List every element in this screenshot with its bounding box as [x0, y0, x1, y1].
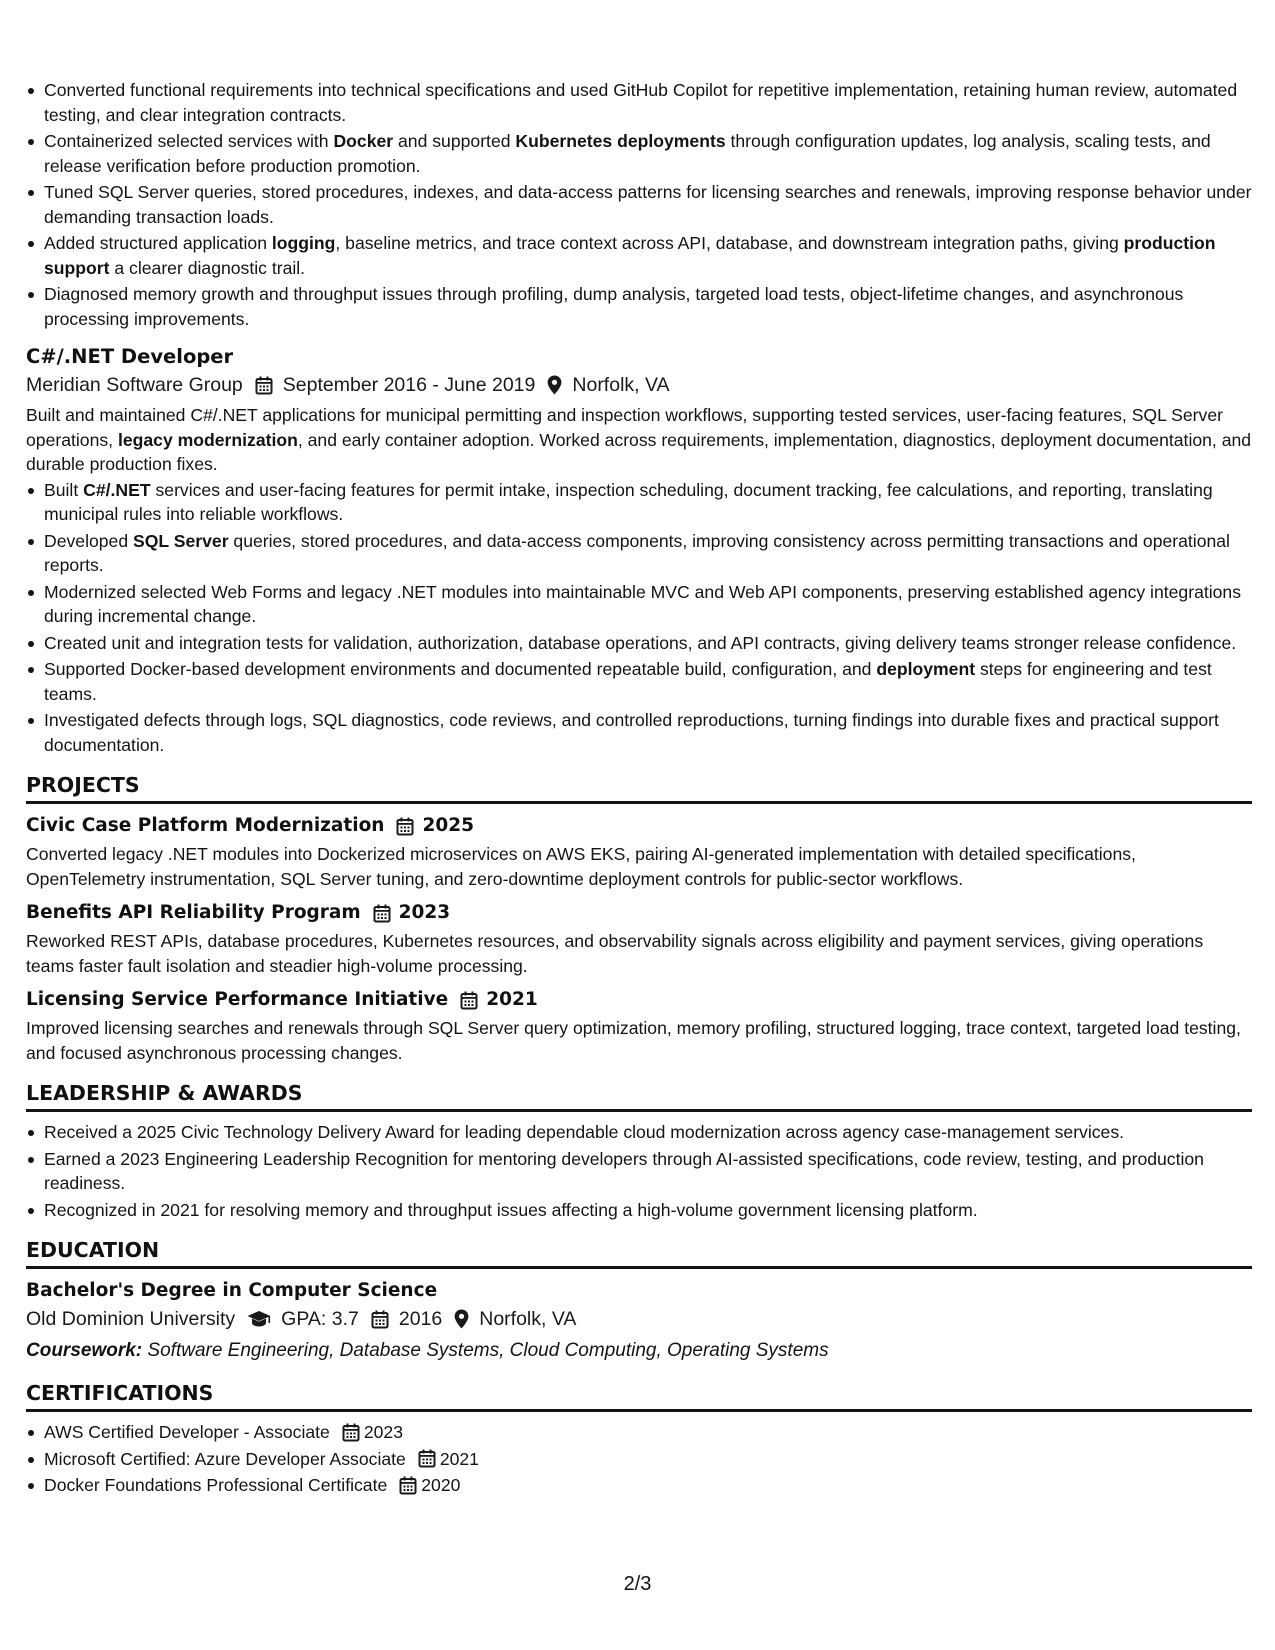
- company-name: Meridian Software Group: [26, 374, 243, 396]
- text-segment: steps for engineering and test teams.: [44, 659, 1212, 704]
- job-location: Norfolk, VA: [572, 374, 670, 396]
- job-entry: [26, 343, 1252, 757]
- certification-item: [26, 1447, 1252, 1472]
- leadership-heading: LEADERSHIP & AWARDS: [26, 1079, 1252, 1112]
- project-title: Licensing Service Performance Initiative: [26, 989, 449, 1010]
- project-year: 2023: [398, 902, 451, 923]
- bold-keyword: Docker: [333, 131, 394, 151]
- project-title: Civic Case Platform Modernization: [26, 815, 385, 836]
- text-segment: Converted functional requirements into technical specifications and used GitHub Copilot for repetitive implementation, retaining human review, automated testing, and clear integration contracts.: [44, 80, 1238, 125]
- graduation-cap-icon: [247, 1310, 271, 1328]
- text-segment: services and user-facing features for permit intake, inspection scheduling, document tracking, fee calculations, and reporting, translating municipal rules into reliable workflows.: [44, 479, 1213, 524]
- calendar-icon: [373, 904, 391, 923]
- coursework-list: Software Engineering, Database Systems, Cloud Computing, Operating Systems: [147, 1340, 829, 1361]
- project-year: 2021: [486, 989, 538, 1010]
- text-segment: Added structured application: [44, 233, 272, 253]
- education-heading: EDUCATION: [26, 1236, 1252, 1269]
- coursework-label: Coursework:: [26, 1340, 143, 1361]
- text-segment: through configuration updates, log analysis, scaling tests, and release verification before production promotion.: [44, 131, 1211, 176]
- calendar-icon: [399, 1476, 417, 1495]
- job-summary: [26, 403, 1252, 477]
- text-segment: Built and maintained C#/.NET applications for municipal permitting and inspection workflows, supporting tested services, user-facing features, SQL Server operations,: [26, 405, 1223, 450]
- text-segment: , baseline metrics, and trace context across API, database, and downstream integration paths, giving: [335, 233, 1124, 253]
- text-segment: , and early container adoption. Worked across requirements, implementation, diagnostics, deployment documentation, and durable production fixes.: [26, 429, 1252, 474]
- certification-name: Microsoft Certified: Azure Developer Associate: [44, 1448, 406, 1469]
- project-entry: [26, 986, 1252, 1065]
- bullet-item: [26, 708, 1252, 757]
- text-segment: Created unit and integration tests for validation, authorization, database operations, and API contracts, giving delivery teams stronger release confidence.: [44, 632, 1237, 653]
- bullet-item: [26, 631, 1252, 656]
- project-description: Improved licensing searches and renewals through SQL Server query optimization, memory profiling, structured logging, trace context, targeted load testing, and focused asynchronous processing changes.: [26, 1018, 1241, 1063]
- text-segment: and supported: [393, 131, 516, 151]
- job-bullets: [26, 478, 1252, 758]
- project-header: [26, 812, 1252, 840]
- text-segment: Investigated defects through logs, SQL diagnostics, code reviews, and controlled reproductions, turning findings into durable fixes and practical support documentation.: [44, 710, 1219, 755]
- calendar-icon: [255, 376, 273, 395]
- project-entry: [26, 812, 1252, 891]
- certifications-list: [26, 1420, 1252, 1498]
- projects-heading: PROJECTS: [26, 771, 1252, 804]
- gpa: GPA: 3.7: [281, 1308, 359, 1330]
- award-item: Received a 2025 Civic Technology Delivery Award for leading dependable cloud modernization across agency case-management services.: [26, 1120, 1252, 1145]
- map-pin-icon: [547, 375, 562, 395]
- project-header: [26, 899, 1252, 927]
- graduation-year: 2016: [398, 1308, 443, 1330]
- project-description: Reworked REST APIs, database procedures, Kubernetes resources, and observability signals across eligibility and payment services, giving operations teams faster fault isolation and steadier high-volume processing.: [26, 931, 1204, 976]
- bold-keyword: Kubernetes deployments: [515, 131, 726, 151]
- bold-keyword: SQL Server: [133, 530, 229, 551]
- bold-keyword: deployment: [876, 659, 976, 679]
- certifications-heading: CERTIFICATIONS: [26, 1379, 1252, 1412]
- project-title: Benefits API Reliability Program: [26, 902, 361, 923]
- school-location: Norfolk, VA: [479, 1308, 577, 1330]
- experience-continued-bullets: [26, 78, 1252, 331]
- job-dates: September 2016 - June 2019: [282, 374, 536, 396]
- bold-keyword: production support: [44, 233, 1216, 278]
- bullet-item: [26, 478, 1252, 527]
- text-segment: Containerized selected services with: [44, 131, 334, 151]
- award-item: Earned a 2023 Engineering Leadership Recognition for mentoring developers through AI-assisted specifications, code review, testing, and production readiness.: [26, 1147, 1252, 1196]
- calendar-icon: [342, 1423, 360, 1442]
- job-meta: [26, 371, 1252, 399]
- certification-name: AWS Certified Developer - Associate: [44, 1422, 330, 1442]
- bullet-item: [26, 580, 1252, 629]
- text-segment: Modernized selected Web Forms and legacy .NET modules into maintainable MVC and Web API components, preserving established agency integrations during incremental change.: [44, 581, 1242, 626]
- certification-item: [26, 1473, 1252, 1498]
- calendar-icon: [418, 1449, 436, 1468]
- degree-title: Bachelor's Degree in Computer Science: [26, 1280, 438, 1301]
- bullet-item: [26, 231, 1252, 280]
- text-segment: Built: [44, 479, 84, 500]
- certification-item: [26, 1420, 1252, 1445]
- school-name: Old Dominion University: [26, 1308, 236, 1330]
- leadership-list: [26, 1120, 1252, 1222]
- certification-name: Docker Foundations Professional Certificate: [44, 1475, 388, 1495]
- text-segment: Developed: [44, 530, 134, 551]
- text-segment: Diagnosed memory growth and throughput issues through profiling, dump analysis, targeted load tests, object-lifetime changes, and asynchronous processing improvements.: [44, 284, 1184, 329]
- text-segment: a clearer diagnostic trail.: [109, 257, 306, 278]
- calendar-icon: [460, 991, 478, 1010]
- bullet-item: [26, 180, 1252, 229]
- bullet-item: [26, 282, 1252, 331]
- map-pin-icon: [454, 1309, 469, 1329]
- projects-list: [26, 812, 1252, 1065]
- bullet-item: [26, 529, 1252, 578]
- bold-keyword: logging: [271, 233, 336, 253]
- text-segment: queries, stored procedures, and data-access components, improving consistency across permitting transactions and operational reports.: [44, 530, 1230, 575]
- bullet-item: [26, 129, 1252, 178]
- project-year: 2025: [422, 815, 474, 836]
- project-entry: [26, 899, 1252, 978]
- certification-year: 2021: [439, 1448, 479, 1469]
- project-description: Converted legacy .NET modules into Dockerized microservices on AWS EKS, pairing AI-generated implementation with detailed specifications, OpenTelemetry instrumentation, SQL Server tuning, and zero-downtime deployment controls for public-sector workflows.: [26, 844, 1136, 889]
- bold-keyword: C#/.NET: [83, 479, 151, 500]
- text-segment: Supported Docker-based development environments and documented repeatable build, configuration, and: [44, 659, 877, 679]
- coursework: [26, 1337, 1252, 1365]
- certification-year: 2023: [363, 1422, 403, 1442]
- bullet-item: [26, 657, 1252, 706]
- education-meta: [26, 1305, 1252, 1333]
- page-number: 2/3: [623, 1573, 652, 1595]
- certification-year: 2020: [421, 1475, 461, 1495]
- award-item: Recognized in 2021 for resolving memory and throughput issues affecting a high-volume government licensing platform.: [26, 1198, 1252, 1223]
- resume-page: [26, 78, 1252, 1500]
- project-header: [26, 986, 1252, 1014]
- text-segment: Tuned SQL Server queries, stored procedures, indexes, and data-access patterns for licensing searches and renewals, improving response behavior under demanding transaction loads.: [44, 182, 1252, 227]
- calendar-icon: [371, 1310, 389, 1329]
- education-entry: [26, 1277, 1252, 1365]
- calendar-icon: [396, 817, 414, 836]
- bullet-item: [26, 78, 1252, 127]
- bold-keyword: legacy modernization: [117, 429, 298, 450]
- job-title: C#/.NET Developer: [26, 345, 234, 368]
